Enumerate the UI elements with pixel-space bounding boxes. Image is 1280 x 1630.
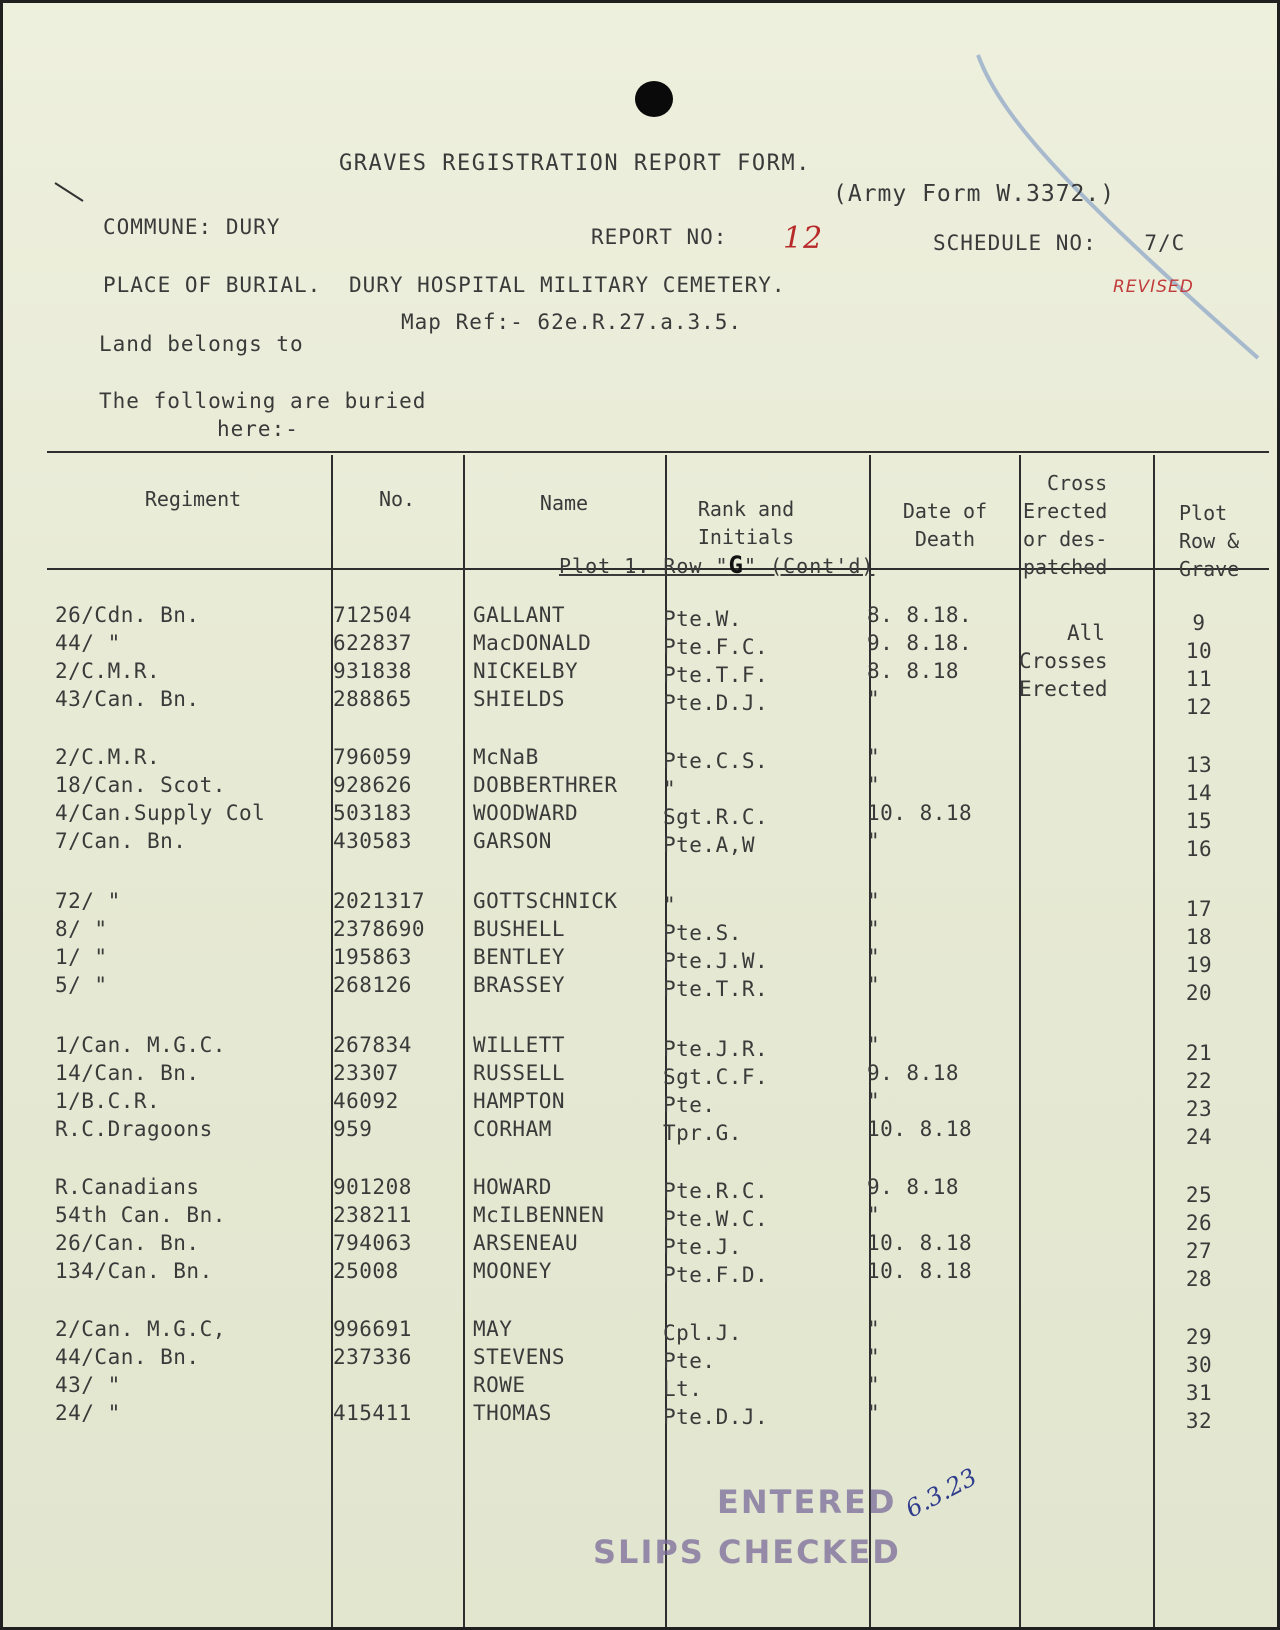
row-rank: Pte.J.W. (663, 949, 769, 973)
row-grave: 31 (1185, 1381, 1213, 1405)
row-name: DOBBERTHRER (473, 773, 618, 797)
header-regiment: Regiment (144, 487, 242, 511)
row-name: SHIELDS (473, 687, 566, 711)
row-date: " (867, 1033, 881, 1057)
row-rank: Pte.T.F. (663, 663, 769, 687)
row-regiment: 24/ " (55, 1401, 121, 1425)
row-date: " (867, 773, 881, 797)
row-rank: Pte. (663, 1093, 716, 1117)
row-no: 23307 (333, 1061, 399, 1085)
row-name: BUSHELL (473, 917, 566, 941)
row-name: RUSSELL (473, 1061, 566, 1085)
plot-row-heading (559, 551, 874, 579)
row-rank: Pte.J. (663, 1235, 742, 1259)
plot-row-prefix: Plot 1. Row " (559, 554, 729, 578)
row-grave: 23 (1185, 1097, 1213, 1121)
row-no: 796059 (333, 745, 412, 769)
row-no: 46092 (333, 1089, 399, 1113)
header-plot-line1: Plot (1179, 501, 1228, 525)
cross-status-line3: Erected (1019, 677, 1108, 701)
row-name: NICKELBY (473, 659, 579, 683)
row-no: 237336 (333, 1345, 412, 1369)
place-value: DURY HOSPITAL MILITARY CEMETERY. (348, 273, 786, 297)
row-regiment: 5/ " (55, 973, 108, 997)
row-no: 622837 (333, 631, 412, 655)
entered-stamp: ENTERED (717, 1483, 897, 1521)
row-regiment: 134/Can. Bn. (55, 1259, 213, 1283)
row-regiment: R.Canadians (55, 1175, 200, 1199)
row-grave: 12 (1185, 695, 1213, 719)
row-name: BENTLEY (473, 945, 566, 969)
following-buried-line1: The following are buried (99, 389, 427, 413)
header-plot-line3: Grave (1179, 557, 1240, 581)
row-date: " (867, 1345, 881, 1369)
row-date: " (867, 687, 881, 711)
row-name: HAMPTON (473, 1089, 566, 1113)
plot-row-letter: G (728, 551, 744, 579)
row-rank: Cpl.J. (663, 1321, 742, 1345)
row-date: " (867, 973, 881, 997)
row-rank: Sgt.R.C. (663, 805, 769, 829)
row-date: 9. 8.18. (867, 631, 973, 655)
plot-row-suffix: " (Cont'd) (744, 554, 875, 578)
row-date: 8. 8.18 (867, 659, 960, 683)
row-no: 267834 (333, 1033, 412, 1057)
header-date-line2: Death (914, 527, 976, 551)
row-date: 8. 8.18. (867, 603, 973, 627)
row-grave: 13 (1185, 753, 1213, 777)
row-regiment: 1/Can. M.G.C. (55, 1033, 226, 1057)
row-name: GARSON (473, 829, 552, 853)
header-rank-line1: Rank and (697, 497, 795, 521)
row-name: ROWE (473, 1373, 526, 1397)
row-rank: Pte.W. (663, 607, 742, 631)
header-rank (671, 495, 821, 551)
row-date: 9. 8.18 (867, 1061, 960, 1085)
row-rank: " (663, 893, 677, 917)
row-grave: 30 (1185, 1353, 1213, 1377)
row-regiment: 26/Cdn. Bn. (55, 603, 200, 627)
row-rank: Pte.J.R. (663, 1037, 769, 1061)
row-rank: Pte.D.J. (663, 691, 769, 715)
row-regiment: 2/Can. M.G.C, (55, 1317, 226, 1341)
row-grave: 20 (1185, 981, 1213, 1005)
row-grave: 22 (1185, 1069, 1213, 1093)
row-no: 2021317 (333, 889, 426, 913)
report-label: REPORT NO: (591, 225, 728, 249)
row-no: 794063 (333, 1231, 412, 1255)
row-regiment: R.C.Dragoons (55, 1117, 213, 1141)
header-plot (1159, 499, 1267, 583)
row-grave: 28 (1185, 1267, 1213, 1291)
land-belongs-label: Land belongs to (99, 332, 304, 356)
header-date (875, 497, 1015, 553)
row-grave: 21 (1185, 1041, 1213, 1065)
header-no: No. (378, 487, 416, 511)
row-regiment: 43/ " (55, 1373, 121, 1397)
row-regiment: 4/Can.Supply Col (55, 801, 266, 825)
row-no: 503183 (333, 801, 412, 825)
header-rank-line2: Initials (697, 525, 795, 549)
row-date: " (867, 1373, 881, 1397)
row-date: 10. 8.18 (867, 1117, 973, 1141)
row-name: HOWARD (473, 1175, 552, 1199)
slips-checked-stamp: SLIPS CHECKED (593, 1533, 901, 1571)
row-no: 2378690 (333, 917, 426, 941)
row-rank: " (663, 777, 677, 801)
following-buried-line2: here:- (217, 417, 299, 441)
row-grave: 24 (1185, 1125, 1213, 1149)
header-cross-line2: Erected (1023, 499, 1108, 523)
row-grave: 19 (1185, 953, 1213, 977)
row-rank: Pte.F.C. (663, 635, 769, 659)
row-rank: Pte.A,W (663, 833, 756, 857)
row-name: McNaB (473, 745, 539, 769)
row-grave: 18 (1185, 925, 1213, 949)
column-divider (1153, 455, 1155, 1627)
row-date: 10. 8.18 (867, 1231, 973, 1255)
row-grave: 25 (1185, 1183, 1213, 1207)
row-name: ARSENEAU (473, 1231, 579, 1255)
row-regiment: 2/C.M.R. (55, 745, 161, 769)
row-regiment: 2/C.M.R. (55, 659, 161, 683)
schedule-line (933, 231, 1185, 255)
row-date: " (867, 1203, 881, 1227)
row-regiment: 14/Can. Bn. (55, 1061, 200, 1085)
row-no: 712504 (333, 603, 412, 627)
row-no: 415411 (333, 1401, 412, 1425)
row-grave: 17 (1185, 897, 1213, 921)
cross-status-line2: Crosses (1019, 649, 1108, 673)
row-date: " (867, 1401, 881, 1425)
row-name: THOMAS (473, 1401, 552, 1425)
row-regiment: 1/ " (55, 945, 108, 969)
row-date: " (867, 1089, 881, 1113)
row-rank: Pte.S. (663, 921, 742, 945)
commune-line (103, 215, 280, 239)
row-grave: 27 (1185, 1239, 1213, 1263)
header-plot-line2: Row & (1179, 529, 1240, 553)
row-name: MOONEY (473, 1259, 552, 1283)
schedule-value: 7/C (1144, 231, 1186, 255)
row-grave: 16 (1185, 837, 1213, 861)
row-regiment: 18/Can. Scot. (55, 773, 226, 797)
row-regiment: 44/Can. Bn. (55, 1345, 200, 1369)
row-grave: 32 (1185, 1409, 1213, 1433)
row-no: 996691 (333, 1317, 412, 1341)
map-reference: Map Ref:- 62e.R.27.a.3.5. (401, 310, 743, 334)
cross-status-line1: All (1067, 621, 1105, 645)
row-rank: Pte.T.R. (663, 977, 769, 1001)
row-no: 238211 (333, 1203, 412, 1227)
row-regiment: 44/ " (55, 631, 121, 655)
row-grave: 15 (1185, 809, 1213, 833)
place-of-burial (103, 273, 786, 297)
row-date: " (867, 917, 881, 941)
row-grave: 14 (1185, 781, 1213, 805)
army-form-number: (Army Form W.3372.) (833, 181, 1116, 207)
row-rank: Pte.R.C. (663, 1179, 769, 1203)
row-grave: 26 (1185, 1211, 1213, 1235)
row-rank: Sgt.C.F. (663, 1065, 769, 1089)
place-label: PLACE OF BURIAL. (103, 273, 322, 297)
pencil-tick-mark (3, 3, 123, 223)
row-regiment: 43/Can. Bn. (55, 687, 200, 711)
table-top-rule (47, 451, 1269, 453)
row-rank: Pte. (663, 1349, 716, 1373)
form-title: GRAVES REGISTRATION REPORT FORM. (339, 151, 811, 176)
row-name: CORHAM (473, 1117, 552, 1141)
row-rank: Pte.W.C. (663, 1207, 769, 1231)
row-date: " (867, 745, 881, 769)
header-date-line1: Date of (902, 499, 988, 523)
row-regiment: 26/Can. Bn. (55, 1231, 200, 1255)
row-rank: Pte.C.S. (663, 749, 769, 773)
header-cross-line1: Cross (1047, 471, 1108, 495)
commune-value: DURY (225, 215, 281, 239)
header-cross-line4: patched (1023, 555, 1108, 579)
row-regiment: 7/Can. Bn. (55, 829, 187, 853)
row-regiment: 8/ " (55, 917, 108, 941)
header-name: Name (539, 491, 589, 515)
row-rank: Lt. (663, 1377, 703, 1401)
row-name: MAY (473, 1317, 513, 1341)
header-cross (1023, 469, 1153, 581)
row-date: " (867, 1317, 881, 1341)
handwritten-date: 6.3.23 (900, 1462, 982, 1524)
row-grave: 9 (1192, 611, 1206, 635)
schedule-label: SCHEDULE NO: (933, 231, 1097, 255)
row-date: " (867, 829, 881, 853)
row-no: 959 (333, 1117, 373, 1141)
row-no: 931838 (333, 659, 412, 683)
row-rank: Tpr.G. (663, 1121, 742, 1145)
row-name: WILLETT (473, 1033, 566, 1057)
row-no: 288865 (333, 687, 412, 711)
row-no: 25008 (333, 1259, 399, 1283)
column-divider (463, 455, 465, 1627)
row-name: GOTTSCHNICK (473, 889, 618, 913)
row-date: 9. 8.18 (867, 1175, 960, 1199)
row-grave: 10 (1185, 639, 1213, 663)
row-grave: 11 (1185, 667, 1213, 691)
report-number: 12 (783, 221, 824, 256)
commune-label: COMMUNE: (103, 215, 213, 239)
row-name: BRASSEY (473, 973, 566, 997)
row-no: 901208 (333, 1175, 412, 1199)
row-no: 928626 (333, 773, 412, 797)
row-date: 10. 8.18 (867, 801, 973, 825)
row-rank: Pte.F.D. (663, 1263, 769, 1287)
row-regiment: 54th Can. Bn. (55, 1203, 226, 1227)
column-divider (1019, 455, 1021, 1627)
header-cross-line3: or des- (1023, 527, 1108, 551)
row-no: 195863 (333, 945, 412, 969)
row-date: " (867, 945, 881, 969)
row-rank: Pte.D.J. (663, 1405, 769, 1429)
row-date: 10. 8.18 (867, 1259, 973, 1283)
row-name: MacDONALD (473, 631, 592, 655)
row-name: WOODWARD (473, 801, 579, 825)
row-grave: 29 (1185, 1325, 1213, 1349)
row-regiment: 72/ " (55, 889, 121, 913)
row-regiment: 1/B.C.R. (55, 1089, 161, 1113)
revised-note: REVISED (1113, 277, 1194, 297)
row-name: STEVENS (473, 1345, 566, 1369)
row-name: GALLANT (473, 603, 566, 627)
row-date: " (867, 889, 881, 913)
row-no: 430583 (333, 829, 412, 853)
row-name: McILBENNEN (473, 1203, 605, 1227)
row-no: 268126 (333, 973, 412, 997)
